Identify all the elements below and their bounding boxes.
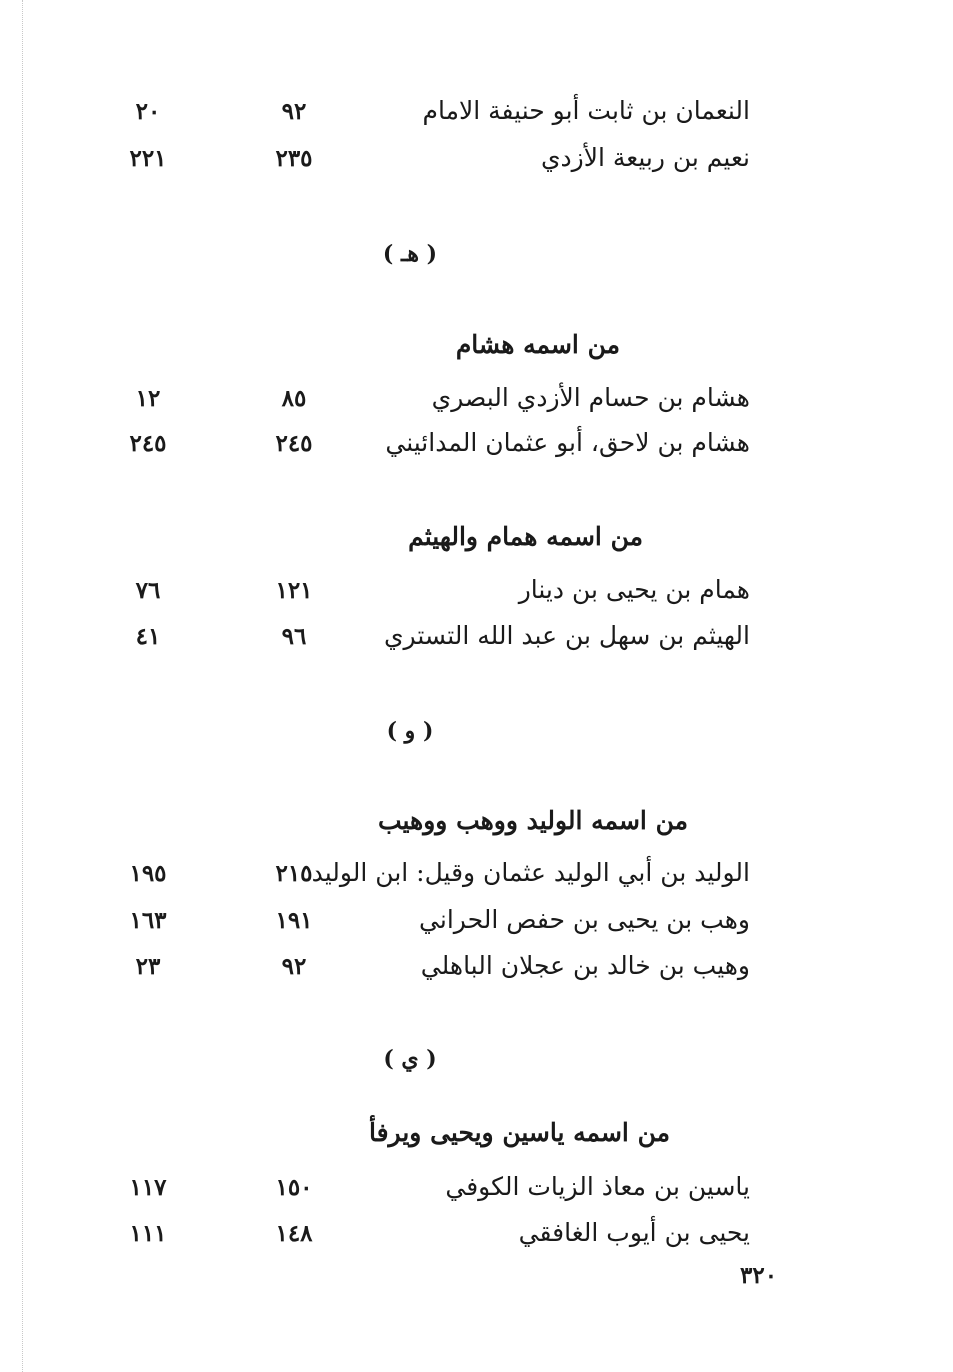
group-heading: من اسمه هشام <box>455 330 620 359</box>
section-letter-waw: ( و ) <box>386 718 434 744</box>
entry-number-2: ١٦٣ <box>129 907 167 934</box>
entry-number-2: ٢٢١ <box>129 145 167 172</box>
entry-name: نعيم بن ربيعة الأزدي <box>540 143 750 172</box>
list-item <box>0 951 953 995</box>
entry-number-2: ٤١ <box>135 623 161 650</box>
section-letter-ya: ( ي ) <box>383 1046 437 1072</box>
entry-name: الوليد بن أبي الوليد عثمان وقيل: ابن الوليد <box>311 858 750 887</box>
entry-number-2: ١٢ <box>135 385 161 412</box>
entry-number-1: ٩٦ <box>281 623 307 650</box>
list-item <box>0 96 953 140</box>
entry-number-2: ٢٠ <box>135 98 161 125</box>
entry-number-2: ٢٣ <box>135 953 161 980</box>
entry-name: يحيى بن أيوب الغافقي <box>518 1218 750 1247</box>
list-item <box>0 143 953 187</box>
entry-number-1: ٨٥ <box>281 385 307 412</box>
entry-number-1: ٢١٥ <box>275 860 313 887</box>
entry-name: ياسين بن معاذ الزيات الكوفي <box>445 1172 750 1201</box>
entry-name: وهب بن يحيى بن حفص الحراني <box>419 905 750 934</box>
entry-name: الهيثم بن سهل بن عبد الله التستري <box>383 621 750 650</box>
group-heading: من اسمه ياسين ويحيى ويرفأ <box>368 1118 670 1147</box>
page-number: ٣٢٠ <box>740 1262 778 1289</box>
group-heading: من اسمه همام والهيثم <box>408 522 643 551</box>
entry-number-2: ١١١ <box>129 1220 167 1247</box>
entry-number-2: ٧٦ <box>135 577 161 604</box>
entry-number-1: ١٤٨ <box>275 1220 313 1247</box>
list-item <box>0 575 953 619</box>
entry-name: همام بن يحيى بن دينار <box>518 575 750 604</box>
entry-name: هشام بن حسام الأزدي البصري <box>431 383 750 412</box>
entry-number-1: ١٩١ <box>275 907 313 934</box>
entry-number-1: ٩٢ <box>281 953 307 980</box>
entry-number-2: ١١٧ <box>129 1174 167 1201</box>
group-heading: من اسمه الوليد ووهب ووهيب <box>377 806 688 835</box>
list-item <box>0 905 953 949</box>
entry-number-1: ٢٤٥ <box>275 430 313 457</box>
entry-number-1: ١٢١ <box>275 577 313 604</box>
entry-name: وهيب بن خالد بن عجلان الباهلي <box>420 951 750 980</box>
entry-number-2: ٢٤٥ <box>129 430 167 457</box>
entry-number-1: ١٥٠ <box>275 1174 313 1201</box>
entry-number-1: ٩٢ <box>281 98 307 125</box>
list-item <box>0 428 953 472</box>
entry-number-2: ١٩٥ <box>129 860 167 887</box>
entry-name: هشام بن لاحق، أبو عثمان المدائيني <box>385 428 750 457</box>
list-item <box>0 621 953 665</box>
list-item <box>0 1218 953 1262</box>
list-item <box>0 858 953 902</box>
section-letter-ha: ( هـ ) <box>382 241 438 267</box>
entry-number-1: ٢٣٥ <box>275 145 313 172</box>
entry-name: النعمان بن ثابت أبو حنيفة الامام <box>422 96 750 125</box>
binding-edge-line <box>22 0 24 1372</box>
list-item <box>0 383 953 427</box>
list-item <box>0 1172 953 1216</box>
